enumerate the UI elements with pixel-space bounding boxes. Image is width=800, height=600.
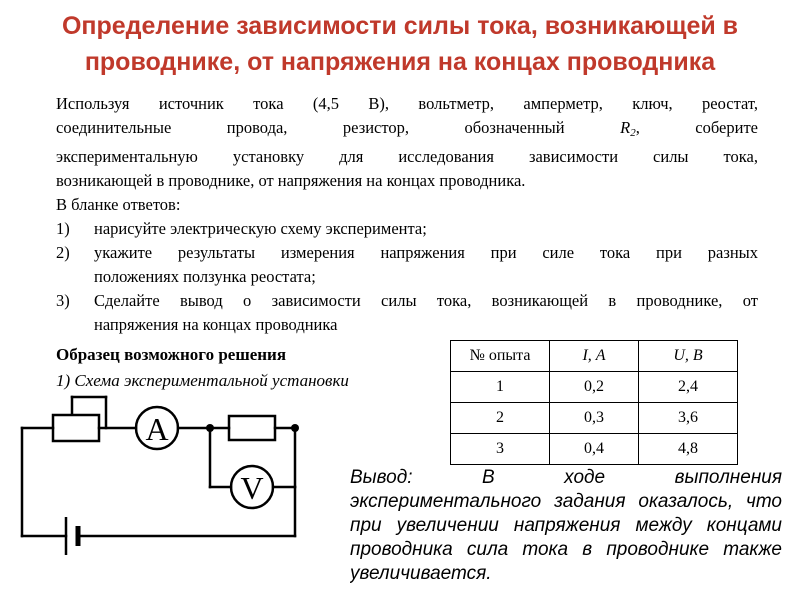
task-intro-line: соединительные провода, резистор, обозначенный $R_2$, соберите [56, 118, 758, 139]
list-item: 3) Сделайте вывод о зависимости силы тока, возникающей в проводнике, от [56, 291, 758, 310]
table-cell: 0,2 [550, 372, 639, 403]
junction-dot [291, 424, 299, 432]
task-intro-line: экспериментальную установку для исследования зависимости силы тока, [56, 147, 758, 166]
table-header: U, В [639, 341, 738, 372]
table-header: I, А [550, 341, 639, 372]
table-row [451, 403, 738, 434]
table-cell: 2 [451, 403, 550, 434]
answer-form-label: В бланке ответов: [56, 195, 181, 214]
table-row [451, 372, 738, 403]
table-header: № опыта [451, 341, 550, 372]
conclusion-text: Вывод: В ходе выполнения экспериментального задания оказалось, что при увеличении напряжения между концами проводника сила тока в проводнике также увеличивается. [350, 467, 782, 584]
voltmeter-label: V [240, 470, 264, 506]
ammeter-label: A [145, 411, 169, 447]
table-cell: 1 [451, 372, 550, 403]
table-header-row [451, 341, 738, 372]
solution-heading: Образец возможного решения [56, 345, 287, 364]
table-cell: 4,8 [639, 434, 738, 465]
rheostat [53, 415, 99, 441]
table-cell: 2,4 [639, 372, 738, 403]
results-table [450, 340, 738, 465]
resistor-symbol: $R_2$ [620, 118, 636, 139]
task-intro-line: Используя источник тока (4,5 В), вольтметр, амперметр, ключ, реостат, [56, 94, 758, 113]
list-item: 2) укажите результаты измерения напряжения при силе тока при разных [56, 243, 758, 262]
task-intro-line: возникающей в проводнике, от напряжения на концах проводника. [56, 171, 526, 190]
list-item: положениях ползунка реостата; [94, 267, 316, 286]
page-title: Определение зависимости силы тока, возникающей в проводнике, от напряжения на концах проводника [61, 12, 739, 76]
resistor-r2 [229, 416, 275, 440]
table-cell: 0,3 [550, 403, 639, 434]
table-cell: 3,6 [639, 403, 738, 434]
scheme-caption: 1) Схема экспериментальной установки [56, 371, 349, 390]
table-cell: 0,4 [550, 434, 639, 465]
circuit-diagram [10, 385, 320, 600]
list-item: напряжения на концах проводника [94, 315, 338, 334]
table-row [451, 434, 738, 465]
junction-dot [206, 424, 214, 432]
list-item: 1) нарисуйте электрическую схему эксперимента; [56, 219, 427, 238]
task-text [56, 92, 758, 337]
table-cell: 3 [451, 434, 550, 465]
